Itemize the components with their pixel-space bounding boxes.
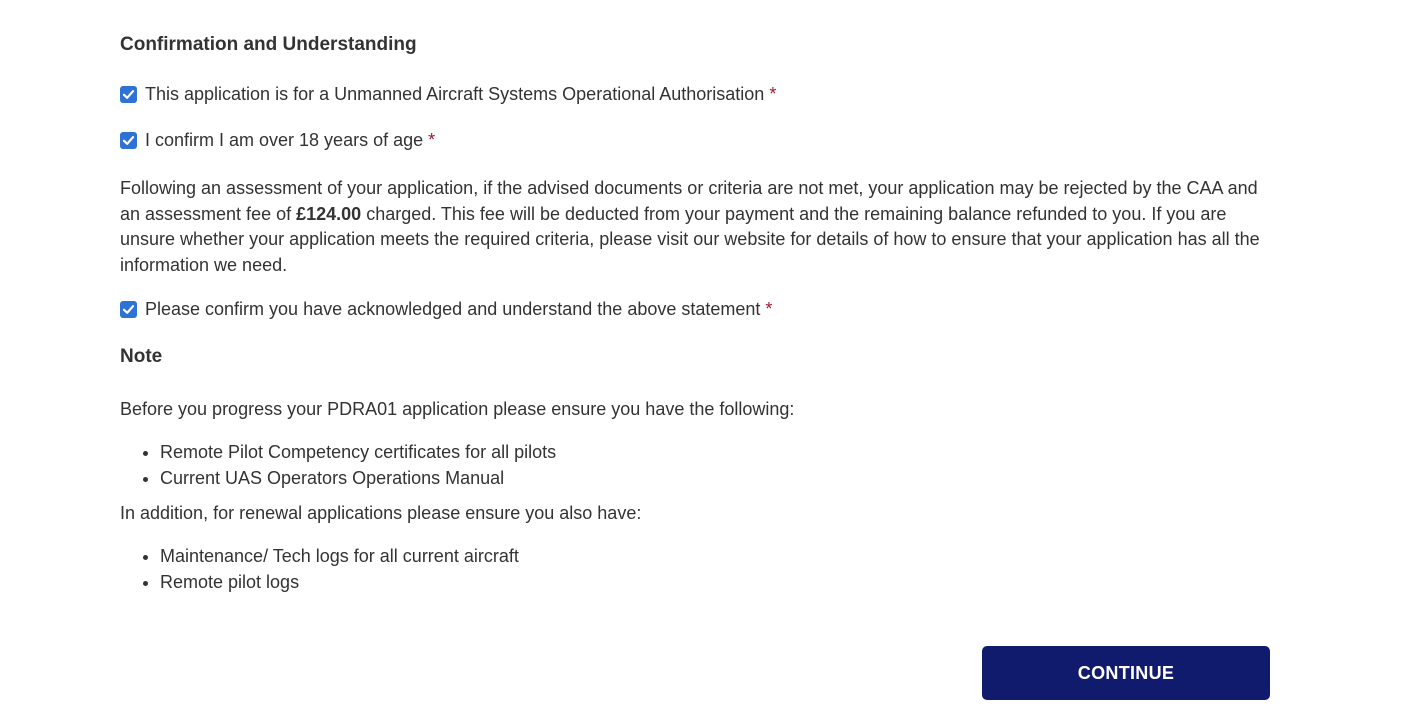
list-item: • Remote Pilot Competency certificates for all pilots — [160, 439, 556, 465]
note-intro: Before you progress your PDRA01 application please ensure you have the following: — [120, 399, 795, 419]
assessment-text-part1: Following an assessment of your application, if the advised documents or criteria are not met, your application may be rejected by the CAA and an assessment fee of — [120, 178, 1258, 224]
checkbox-age-confirm[interactable] — [120, 132, 137, 149]
checkbox-label: Please confirm you have acknowledged and understand the above statement — [145, 298, 761, 319]
required-items-list — [120, 439, 556, 491]
renewal-items-list — [120, 543, 519, 595]
assessment-text-part2: charged. This fee will be deducted from your payment and the remaining balance refunded to you. If you are unsure whether your application meets the required criteria, please visit our website for details of how to ensure that your application has all the information we need. — [120, 203, 1260, 276]
list-item: • Remote pilot logs — [160, 569, 519, 595]
checkbox-label: This application is for a Unmanned Aircraft Systems Operational Authorisation — [145, 83, 765, 104]
assessment-statement — [120, 176, 1270, 279]
continue-button[interactable]: CONTINUE — [982, 646, 1270, 700]
required-marker: * — [428, 129, 436, 150]
renewal-intro: In addition, for renewal applications please ensure you also have: — [120, 503, 642, 523]
checkbox-row-age-confirm[interactable] — [120, 128, 435, 152]
checkmark-icon — [122, 303, 135, 316]
checkmark-icon — [122, 134, 135, 147]
required-marker: * — [765, 298, 773, 319]
checkbox-uas-authorisation[interactable] — [120, 86, 137, 103]
list-item: • Maintenance/ Tech logs for all current aircraft — [160, 543, 519, 569]
list-item: • Current UAS Operators Operations Manual — [160, 465, 556, 491]
checkbox-acknowledge[interactable] — [120, 301, 137, 318]
checkbox-label: I confirm I am over 18 years of age — [145, 129, 424, 150]
checkbox-row-acknowledge[interactable] — [120, 297, 772, 321]
checkbox-row-uas-authorisation[interactable] — [120, 82, 776, 106]
required-marker: * — [769, 83, 777, 104]
note-heading: Note — [120, 346, 163, 367]
assessment-fee: £124.00 — [296, 203, 362, 224]
checkmark-icon — [122, 88, 135, 101]
confirmation-heading: Confirmation and Understanding — [120, 34, 417, 55]
